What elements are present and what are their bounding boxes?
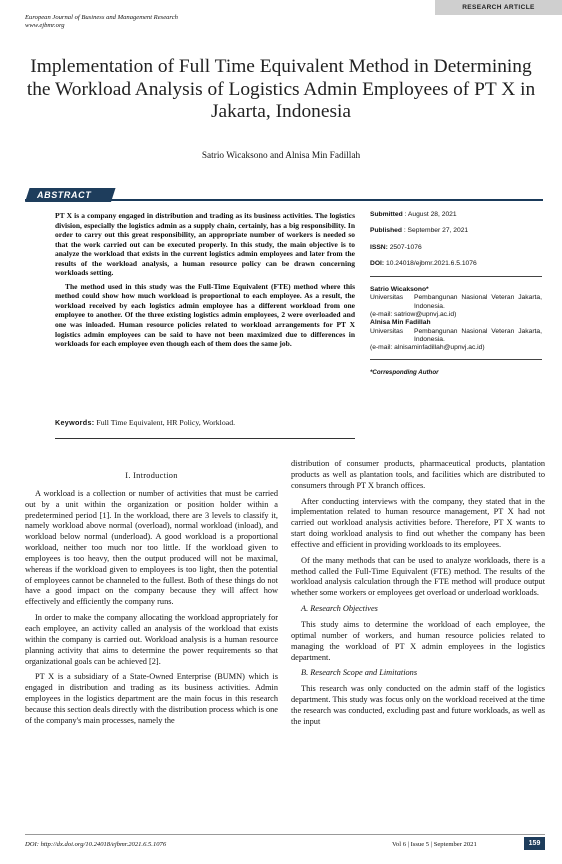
footer-rule	[25, 834, 545, 835]
author1-block	[370, 286, 542, 319]
body-column-left	[25, 471, 278, 732]
section-heading: I. Introduction	[125, 471, 178, 480]
keywords	[55, 418, 235, 427]
article-type-badge: RESEARCH ARTICLE	[435, 0, 562, 15]
author2-name: Alnisa Min Fadillah	[370, 319, 431, 327]
journal-header	[25, 14, 178, 31]
issn: ISSN: 2507-1076	[370, 243, 422, 251]
abstract-divider	[55, 438, 355, 439]
body-paragraph: PT X is a subsidiary of a State-Owned Enterprise (BUMN) which is engaged in distribution and trading as its business activities. Admin employees in the logistics department are the main focus in this research because this section deals directly with the distribution process which is one of the company's main processes, namely the	[25, 672, 278, 725]
journal-url: www.ejbmr.org	[25, 22, 65, 30]
author1-email: (e-mail: satriow@upnvj.ac.id)	[370, 311, 457, 319]
abstract-label: ABSTRACT	[37, 190, 92, 200]
body-paragraph: In order to make the company allocating the workload appropriately for each employee, an activity called an analysis of the workload that exists within the company is carried out. Workload analysis is a human resource planning activity that aims to determine the power requirements so that organizational goals can be achieved [2].	[25, 613, 278, 666]
subsection-heading: B. Research Scope and Limitations	[301, 668, 418, 678]
sidebar-divider	[370, 276, 542, 277]
paper-title: Implementation of Full Time Equivalent Method in Determining the Workload Analysis of Logistics Admin Employees of PT X in Jakarta, Indonesia	[26, 56, 536, 122]
body-paragraph: Of the many methods that can be used to analyze workloads, there is a method called the Full-Time Equivalent (FTE) method. The results of the workload analysis calculation through the FTE method will produce output whether some workers or employees get overload or underload workloads.	[291, 555, 545, 598]
footer-volume: Vol 6 | Issue 5 | September 2021	[392, 841, 477, 848]
page-number: 159	[524, 837, 545, 850]
body-paragraph: A workload is a collection or number of activities that must be carried out by a unit within the organization or position holder within a predetermined period [1]. In the workload, there are 3 levels to classify it, namely workload above normal (overload), normal workload (inload), and workload below normal (underload). A good workload is a proportional workload, neither too much nor too little. If the workload given to employees is too heavy, then the output produced will not be maximal, whereas if the workload given to employees is too light, then the potential of employees cannot be channeled to the fullest. Both of these things do not have a good impact on the company because they will affect how effectively and efficiently the company runs.	[25, 488, 278, 607]
keywords-text: Full Time Equivalent, HR Policy, Workload.	[96, 418, 236, 427]
author1-affiliation: Universitas Pembangunan Nasional Veteran Jakarta, Indonesia.	[370, 294, 542, 310]
body-paragraph: distribution of consumer products, pharmaceutical products, plantation products as well as plantation tools, and facilities which are distributed to consumers through PT X branch offices.	[291, 459, 545, 490]
abstract-body	[55, 211, 355, 353]
sidebar-divider	[370, 359, 542, 360]
body-paragraph: This study aims to determine the workload of each employee, the optimal number of workers, and human resource policies related to managing the workload of PT X admin employees in the logistics department.	[291, 619, 545, 662]
author2-block	[370, 319, 542, 352]
doi: DOI: 10.24018/ejbmr.2021.6.5.1076	[370, 259, 477, 267]
body-paragraph: After conducting interviews with the company, they stated that in the implementation related to human resource management, PT X had not carried out workload analysis activities before. Therefore, PT X wants to start doing workload analysis to find out whether the company has been effective and efficient in providing workloads to its employees.	[291, 496, 545, 549]
journal-name: European Journal of Business and Management Research	[25, 14, 178, 21]
footer-doi: DOI: http://dx.doi.org/10.24018/ejbmr.2021.6.5.1076	[25, 841, 167, 848]
published-date: Published : September 27, 2021	[370, 227, 469, 235]
author-line: Satrio Wicaksono and Alnisa Min Fadillah	[201, 151, 361, 161]
author1-name: Satrio Wicaksono*	[370, 286, 429, 294]
abstract-banner	[25, 188, 543, 203]
corresponding-note: *Corresponding Author	[370, 368, 439, 376]
abstract-paragraph: PT X is a company engaged in distribution and trading as its business activities. The logistics division, especially the logistics admin as a supply chain, certainly, has a big responsibility. In order to carry out this great responsibility, an appropriate number of workers is needed so that the work carried out can be executed properly. In this study, the main objective is to analyze the workload that exists in the current logistics admin employees and later from the results of the workload analysis, a human resource policy can be drawn concerning workloads setting.	[55, 211, 355, 278]
article-info-sidebar	[370, 211, 542, 377]
subsection-heading: A. Research Objectives	[301, 604, 378, 614]
author2-email: (e-mail: alnisaminfadillah@upnvj.ac.id)	[370, 344, 485, 352]
body-paragraph: This research was only conducted on the admin staff of the logistics department. This study was focus only on the workload received at the time the research was conducted, excluding past and future workloads, as well as the input	[291, 684, 545, 726]
author2-affiliation: Universitas Pembangunan Nasional Veteran Jakarta, Indonesia.	[370, 327, 542, 343]
abstract-paragraph: The method used in this study was the Full-Time Equivalent (FTE) method where this method could show how much workload is proportional to each employee. As a result, the workload received by each logistics admin employee has a different workload from one employee to another. Of the three existing logistics admin employees, 2 were overloaded and one was inloaded. Human resource policies related to workload arrangements for PT X logistics admin employees can be said to have not been maximized due to differences in workloads for each employee even though each of them does the same job.	[55, 281, 355, 349]
body-column-right	[291, 459, 545, 733]
submitted-date: Submitted : August 28, 2021	[370, 211, 457, 218]
keywords-label: Keywords:	[55, 418, 95, 427]
